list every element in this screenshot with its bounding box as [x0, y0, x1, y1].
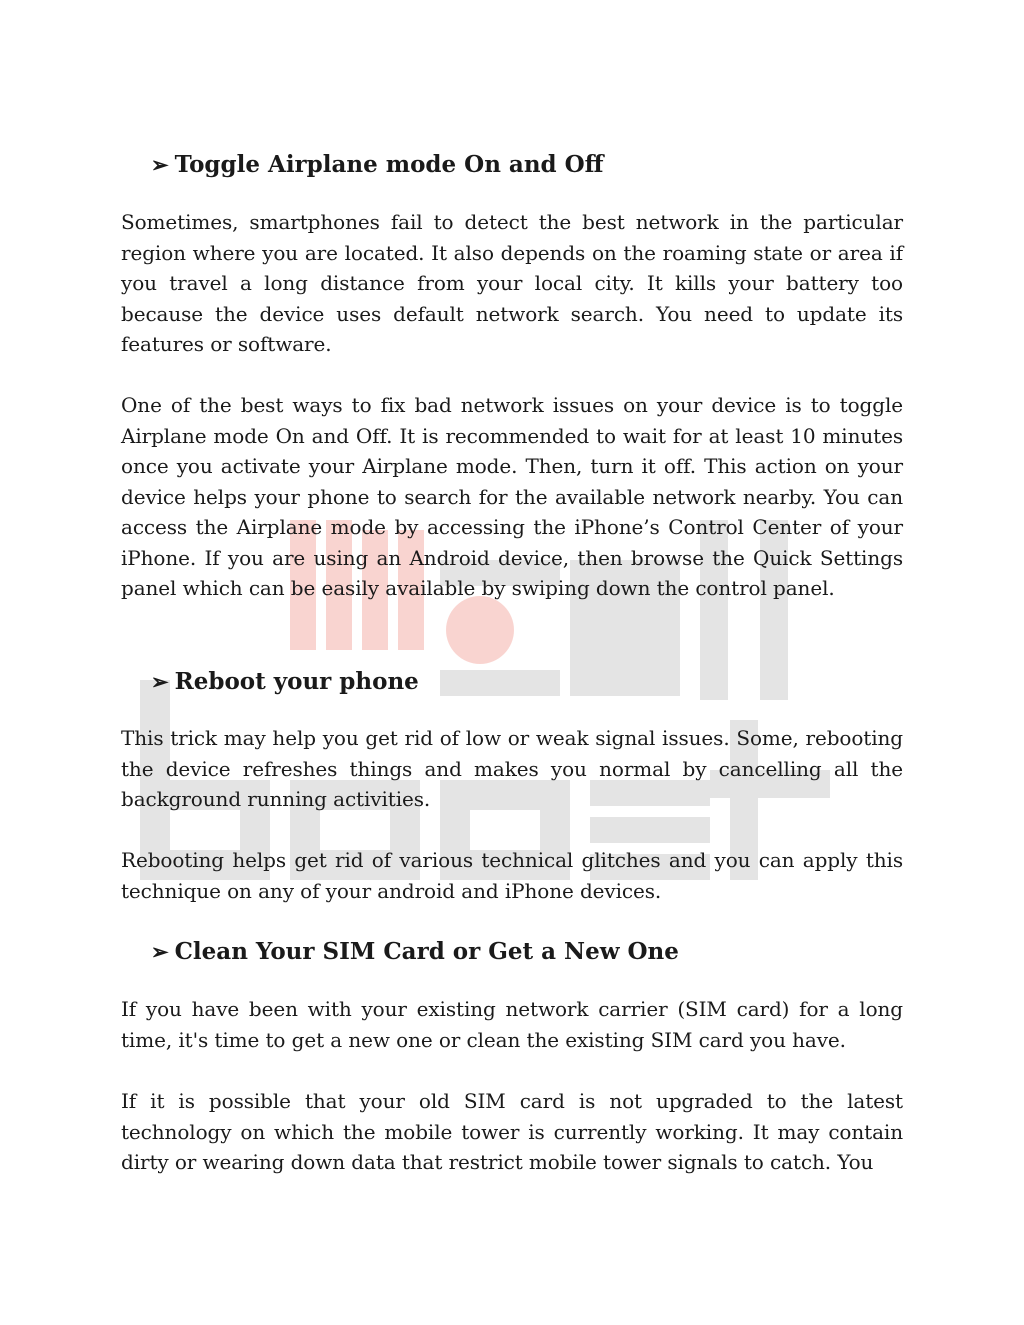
heading-text: Clean Your SIM Card or Get a New One [174, 938, 679, 965]
paragraph: One of the best ways to fix bad network issues on your device is to toggle Airplane mode On and Off. It is recommended to wait for at least 10 minutes once you activate your Airplane mode. Then, turn it off. This action on your device helps your phone to search for the available network nearby. You can access the Airplane mode by accessing the iPhone’s Control Center of your iPhone. If you are using an Android device, then browse the Quick Settings panel which can be easily available by swiping down the control panel. [121, 393, 903, 600]
paragraph: This trick may help you get rid of low or weak signal issues. Some, rebooting the device refreshes things and makes you normal by cancelling all the background running activities. [121, 726, 903, 811]
arrow-bullet-icon: ➢ [151, 939, 169, 964]
paragraph: Rebooting helps get rid of various technical glitches and you can apply this technique on any of your android and iPhone devices. [121, 848, 903, 903]
paragraph: Sometimes, smartphones fail to detect the best network in the particular region where you are located. It also depends on the roaming state or area if you travel a long distance from your local city. It kills your battery too because the device uses default network search. You need to update its features or software. [121, 210, 903, 356]
heading-text: Reboot your phone [174, 668, 419, 695]
section-heading-reboot [151, 667, 419, 697]
section-heading-sim-card [151, 937, 679, 967]
heading-text: Toggle Airplane mode On and Off [174, 151, 604, 178]
paragraph: If you have been with your existing network carrier (SIM card) for a long time, it's time to get a new one or clean the existing SIM card you have. [121, 997, 903, 1052]
section-heading-airplane-mode [151, 150, 604, 180]
arrow-bullet-icon: ➢ [151, 669, 169, 694]
paragraph: If it is possible that your old SIM card is not upgraded to the latest technology on which the mobile tower is currently working. It may contain dirty or wearing down data that restrict mobile tower signals to catch. You [121, 1089, 903, 1174]
signal-dot-icon [446, 596, 514, 664]
arrow-bullet-icon: ➢ [151, 152, 169, 177]
